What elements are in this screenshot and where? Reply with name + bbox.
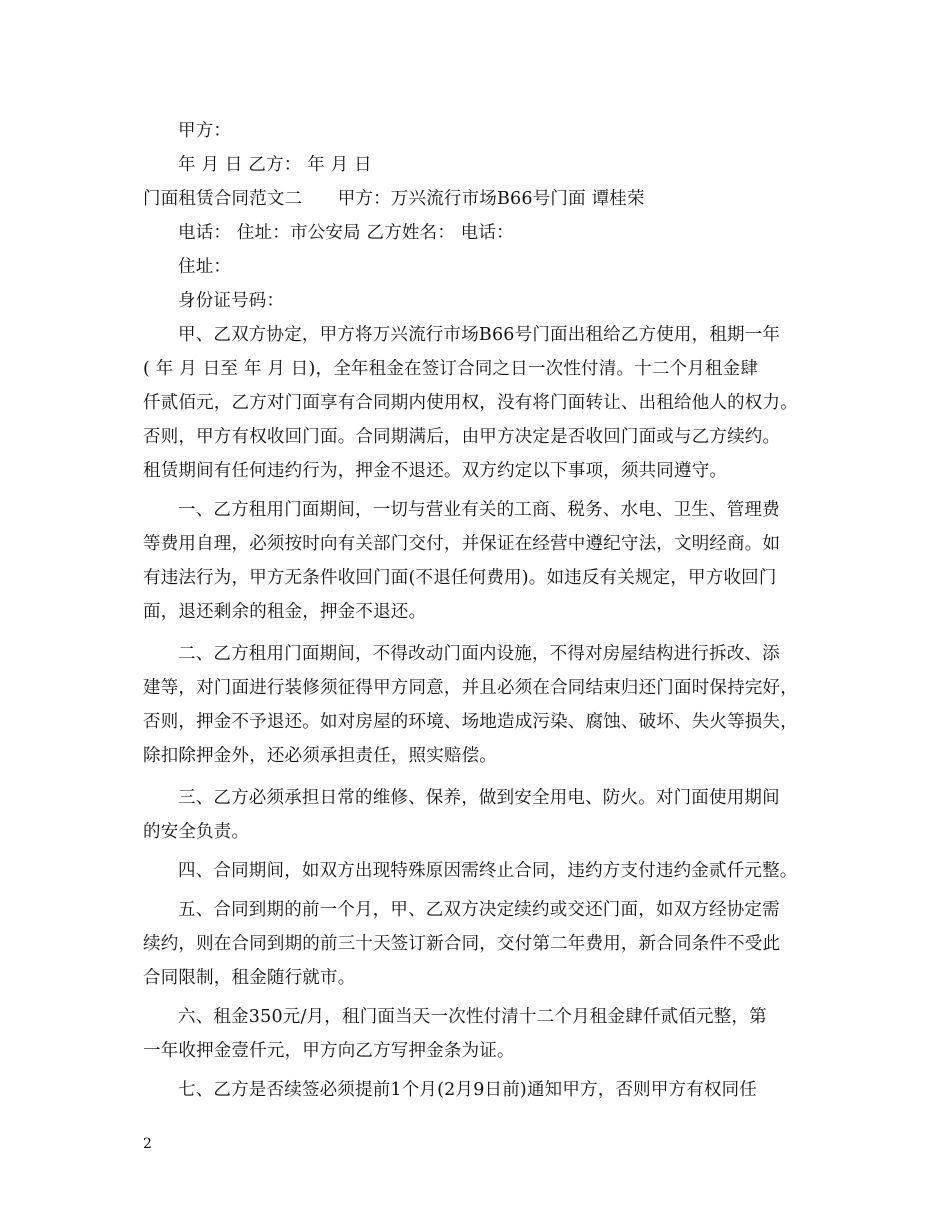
clause-four-line: 四、合同期间，如双方出现特殊原因需终止合同，违约方支付违约金贰仟元整。	[178, 861, 798, 881]
date-line: 年 月 日 乙方： 年 月 日	[178, 155, 372, 175]
address-line: 住址：	[178, 257, 232, 277]
clause-three-line: 三、乙方必须承担日常的维修、保养，做到安全用电、防火。对门面使用期间	[178, 788, 780, 808]
clause-six-line: 一年收押金壹仟元，甲方向乙方写押金条为证。	[143, 1041, 515, 1061]
clause-one-line: 等费用自理，必须按时向有关部门交付，并保证在经营中遵纪守法，文明经商。如	[143, 534, 781, 554]
id-number-line: 身份证号码：	[178, 291, 285, 311]
clause-one-line: 面，退还剩余的租金，押金不退还。	[143, 602, 427, 622]
page-number: 2	[143, 1136, 152, 1152]
clause-five-line: 续约，则在合同到期的前三十天签订新合同，交付第二年费用，新合同条件不受此	[143, 934, 781, 954]
clause-two-line: 建等，对门面进行装修须征得甲方同意，并且必须在合同结束归还门面时保持完好，	[143, 678, 798, 698]
clause-two-line: 除扣除押金外，还必须承担责任，照实赔偿。	[143, 746, 497, 766]
clause-two-line: 否则，押金不予退还。如对房屋的环境、场地造成污染、腐蚀、破坏、失火等损失，	[143, 712, 798, 732]
clause-five-line: 五、合同到期的前一个月，甲、乙双方决定续约或交还门面，如双方经协定需	[178, 900, 780, 920]
contract-title-line: 门面租赁合同范文二 甲方：万兴流行市场B66号门面 谭桂荣	[143, 189, 645, 209]
clause-one-line: 有违法行为，甲方无条件收回门面(不退任何费用)。如违反有关规定，甲方收回门	[143, 568, 777, 588]
clause-six-line: 六、租金350元/月，租门面当天一次性付清十二个月租金肆仟贰佰元整，第	[178, 1007, 767, 1027]
paragraph-line: 否则，甲方有权收回门面。合同期满后，由甲方决定是否收回门面或与乙方续约。	[143, 427, 781, 447]
clause-two-line: 二、乙方租用门面期间，不得改动门面内设施，不得对房屋结构进行拆改、添	[178, 644, 780, 664]
paragraph-line: ( 年 月 日至 年 月 日)，全年租金在签订合同之日一次性付清。十二个月租金肆	[143, 359, 759, 379]
clause-five-line: 合同限制，租金随行就市。	[143, 968, 356, 988]
paragraph-line: 租赁期间有任何违约行为，押金不退还。双方约定以下事项，须共同遵守。	[143, 461, 728, 481]
paragraph-line: 甲、乙双方协定，甲方将万兴流行市场B66号门面出租给乙方使用，租期一年	[178, 325, 781, 345]
clause-one-line: 一、乙方租用门面期间，一切与营业有关的工商、税务、水电、卫生、管理费	[178, 500, 780, 520]
paragraph-line: 仟贰佰元，乙方对门面享有合同期内使用权，没有将门面转让、出租给他人的权力。	[143, 393, 798, 413]
party-a-line: 甲方：	[178, 121, 232, 141]
contact-line: 电话： 住址：市公安局 乙方姓名： 电话：	[178, 223, 514, 243]
clause-seven-line: 七、乙方是否续签必须提前1个月(2月9日前)通知甲方，否则甲方有权同任	[178, 1080, 758, 1100]
clause-three-line: 的安全负责。	[143, 822, 250, 842]
